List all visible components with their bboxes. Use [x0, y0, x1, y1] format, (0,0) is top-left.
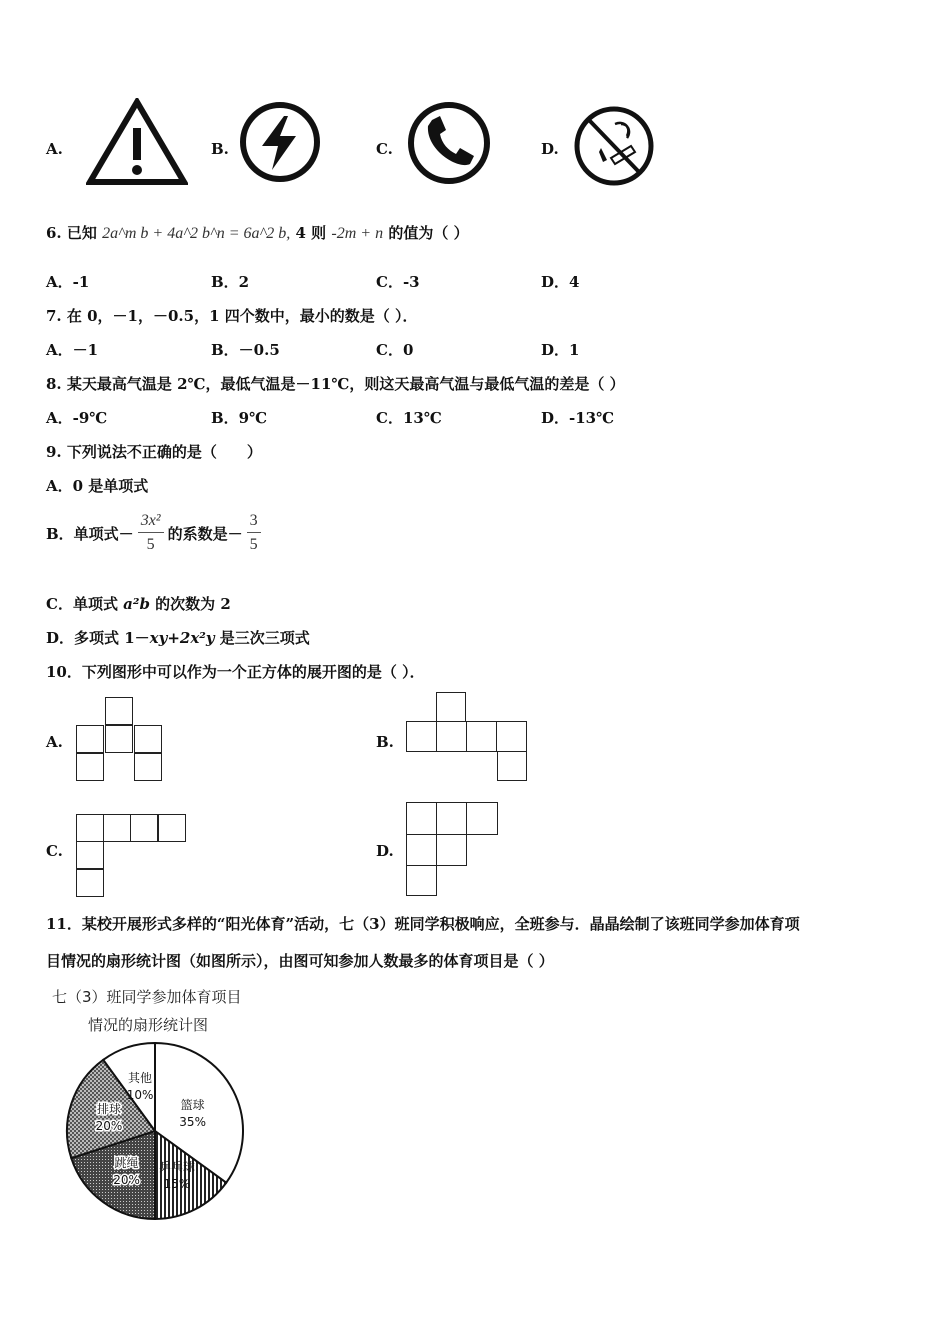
q9-b-numerator: 3x² — [138, 512, 164, 533]
q8-option-c: C．13℃ — [376, 409, 442, 427]
pie-value-1: 15% — [163, 1177, 191, 1192]
q9-option-b — [46, 512, 261, 554]
q9-option-c — [46, 593, 231, 614]
q5-option-b-label: B. — [211, 140, 229, 158]
q9-d-suffix: 是三次三项式 — [214, 629, 310, 647]
warning-icon — [86, 98, 188, 186]
question-8: 8. 某天最高气温是 2℃，最低气温是－11℃，则这天最高气温与最低气温的差是（ ） — [46, 375, 625, 393]
q9-b-prefix: B．单项式－ — [46, 524, 134, 543]
q7-option-c: C．0 — [376, 341, 414, 359]
lightning-icon — [238, 100, 322, 184]
question-6 — [46, 222, 469, 243]
q6-expression: -2m + n — [331, 225, 384, 242]
q9-b-middle: 的系数是－ — [167, 524, 243, 543]
no-smoking-icon — [571, 104, 657, 188]
question-11-line-2: 目情况的扇形统计图（如图所示），由图可知参加人数最多的体育项目是（ ） — [46, 952, 554, 970]
q9-c-suffix: 的次数为 2 — [149, 595, 231, 613]
chart-title: 七（3）班同学参加体育项目 — [52, 988, 242, 1006]
q5-option-a-label: A. — [46, 140, 63, 158]
pie-value-3: 20% — [95, 1119, 123, 1134]
question-7: 7. 在 0，－1，－0.5，1 四个数中，最小的数是（ ）． — [46, 307, 418, 325]
pie-value-4: 10% — [126, 1087, 154, 1102]
q9-b-fraction — [138, 512, 164, 554]
q9-c-variable: a²b — [123, 595, 150, 613]
pie-label-2: 跳绳 — [114, 1156, 139, 1171]
q9-option-d — [46, 627, 310, 648]
pie-value-0: 35% — [179, 1114, 206, 1129]
q7-option-d: D．1 — [541, 341, 580, 359]
q9-d-variable: xy+2x²y — [149, 629, 215, 647]
q6-option-c: C．-3 — [376, 273, 420, 291]
q5-option-d-label: D. — [541, 140, 559, 158]
pie-label-0: 篮球 — [180, 1097, 205, 1112]
q8-option-d: D．-13℃ — [541, 409, 615, 427]
q10-option-d-label: D. — [376, 842, 394, 860]
pie-label-3: 排球 — [96, 1102, 121, 1117]
question-11-line-1: 11．某校开展形式多样的“阳光体育”活动，七（3）班同学积极响应，全班参与．晶晶绘制了该班同学参加体育项 — [46, 915, 800, 933]
q9-b-fraction-2 — [247, 512, 261, 554]
chart-subtitle: 情况的扇形统计图 — [88, 1016, 209, 1034]
question-9: 9. 下列说法不正确的是（ ） — [46, 443, 262, 461]
q6-suffix: 的值为（ ） — [388, 224, 469, 242]
q6-eq-tail: 4 则 — [295, 224, 327, 242]
q5-option-c-label: C. — [376, 140, 393, 158]
q6-option-d: D．4 — [541, 273, 580, 291]
q9-b-denominator: 5 — [146, 536, 155, 553]
q9-option-a: A．0 是单项式 — [46, 477, 149, 495]
q7-option-a: A．－1 — [46, 341, 99, 359]
pie-label-4: 其他 — [128, 1070, 153, 1085]
question-10: 10．下列图形中可以作为一个正方体的展开图的是（ ）． — [46, 663, 425, 681]
q8-option-a: A．-9℃ — [46, 409, 108, 427]
q9-b-denominator-2: 5 — [249, 536, 258, 553]
pie-chart — [60, 1036, 250, 1226]
q9-c-prefix: C．单项式 — [46, 595, 124, 613]
q6-option-a: A．-1 — [46, 273, 90, 291]
q10-option-b-label: B. — [376, 733, 394, 751]
q6-prefix: 6. 已知 — [46, 224, 97, 242]
q10-option-c-label: C. — [46, 842, 63, 860]
q9-b-numerator-2: 3 — [247, 512, 261, 533]
pie-label-1: 乒乓球 — [158, 1160, 195, 1175]
q7-option-b: B．－0.5 — [211, 341, 280, 359]
phone-icon — [406, 100, 492, 186]
q9-d-prefix: D．多项式 1－ — [46, 629, 150, 647]
pie-value-2: 20% — [113, 1173, 140, 1188]
q6-equation: 2a^m b + 4a^2 b^n = 6a^2 b, — [102, 225, 291, 242]
q10-option-a-label: A. — [46, 733, 63, 751]
q6-option-b: B．2 — [211, 273, 250, 291]
q8-option-b: B．9℃ — [211, 409, 268, 427]
